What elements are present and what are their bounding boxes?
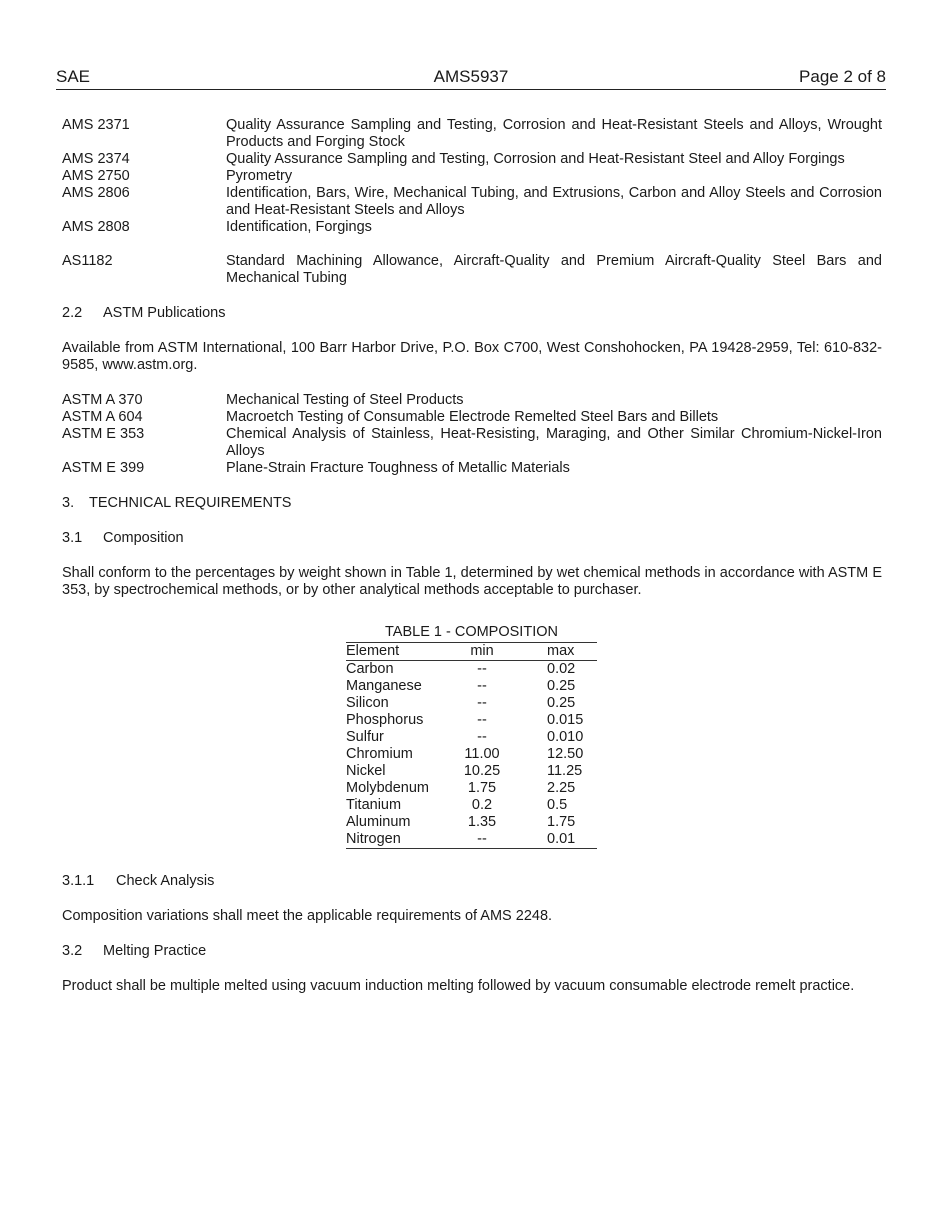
section-title: ASTM Publications [103,305,226,321]
table-row [346,729,597,746]
reference-code: AS1182 [62,253,113,269]
cell-min: 10.25 [463,763,501,779]
reference-code: ASTM A 370 [62,392,143,408]
reference-list-ams [62,117,882,236]
cell-min: 11.00 [464,746,500,762]
reference-code: ASTM E 399 [62,460,145,476]
composition-table [346,624,597,849]
cell-max: 0.02 [547,661,576,677]
cell-max: 12.50 [547,746,584,762]
column-header-element: Element [346,643,451,661]
section-number: 3.2 [62,943,83,959]
section-title: TECHNICAL REQUIREMENTS [89,495,292,511]
reference-item [62,117,882,151]
reference-title: Plane-Strain Fracture Toughness of Metallic Materials [226,460,570,476]
section-title: Check Analysis [116,873,215,889]
reference-title: Mechanical Testing of Steel Products [226,392,464,408]
section-number: 3.1 [62,530,83,546]
cell-element: Sulfur [346,729,384,745]
section-heading-3-1-1 [62,873,882,890]
column-header-min: min [451,643,513,661]
composition-table-grid [346,642,597,849]
cell-max: 0.01 [513,831,597,849]
reference-item [62,409,882,426]
cell-min: 0.2 [471,797,493,813]
section-number: 2.2 [62,305,83,321]
cell-min: -- [477,695,487,711]
table-title: TABLE 1 - COMPOSITION [385,624,558,640]
table-row [346,712,597,729]
reference-title: Chemical Analysis of Stainless, Heat-Resisting, Maraging, and Other Similar Chromium-Nickel-Iron Alloys [226,426,882,459]
cell-min: -- [477,661,487,677]
document-body-lower [62,873,882,995]
reference-item-as1182 [62,253,882,287]
reference-list-astm [62,392,882,477]
header-page-number: Page 2 of 8 [799,67,886,86]
table-row [346,763,597,780]
section-title: Melting Practice [103,943,207,959]
cell-min: -- [477,678,487,694]
reference-item [62,151,882,168]
check-analysis-paragraph: Composition variations shall meet the applicable requirements of AMS 2248. [62,908,553,924]
cell-element: Chromium [346,746,413,762]
cell-element: Nickel [346,763,386,779]
cell-min: -- [477,712,487,728]
reference-code: AMS 2374 [62,151,130,167]
cell-max: 1.75 [547,814,576,830]
reference-item [62,219,882,236]
cell-min: -- [451,831,513,849]
header-org: SAE [56,67,91,86]
table-row [346,814,597,831]
reference-code: ASTM A 604 [62,409,143,425]
reference-code: AMS 2750 [62,168,130,184]
reference-code: AMS 2371 [62,117,130,133]
section-heading-3-2 [62,943,882,960]
cell-max: 0.5 [547,797,568,813]
table-row [346,678,597,695]
page-header [56,67,886,90]
astm-availability-paragraph: Available from ASTM International, 100 Barr Harbor Drive, P.O. Box C700, West Conshohocken, PA 19428-2959, Tel: 610-832-9585, www.astm.org. [62,340,882,373]
table-row [346,661,597,679]
reference-title: Macroetch Testing of Consumable Electrode Remelted Steel Bars and Billets [226,409,719,425]
table-row [346,797,597,814]
cell-element: Aluminum [346,814,411,830]
cell-max: 2.25 [547,780,576,796]
cell-max: 0.010 [547,729,584,745]
column-header-max: max [513,643,597,661]
cell-max: 0.25 [547,678,576,694]
reference-title: Pyrometry [226,168,293,184]
reference-item [62,185,882,219]
cell-element: Manganese [346,678,422,694]
table-row [346,780,597,797]
reference-title: Identification, Forgings [226,219,372,235]
document-body [62,117,882,599]
reference-item [62,426,882,460]
section-number: 3.1.1 [62,873,95,889]
section-title: Composition [103,530,184,546]
section-number: 3. [62,495,75,511]
table-row [346,695,597,712]
reference-item [62,168,882,185]
reference-title: Quality Assurance Sampling and Testing, Corrosion and Heat-Resistant Steel and Alloy Forgings [226,151,845,167]
section-heading-2-2 [62,305,882,322]
cell-min: 1.35 [467,814,497,830]
cell-element: Silicon [346,695,389,711]
section-heading-3-1 [62,530,882,547]
reference-title: Standard Machining Allowance, Aircraft-Quality and Premium Aircraft-Quality Steel Bars and Mechanical Tubing [226,253,882,286]
section-heading-3 [62,495,882,512]
composition-paragraph: Shall conform to the percentages by weight shown in Table 1, determined by wet chemical methods in accordance with ASTM E 353, by spectrochemical methods, or by other analytical methods acceptable to purchaser. [62,565,882,598]
melting-practice-paragraph: Product shall be multiple melted using vacuum induction melting followed by vacuum consumable electrode remelt practice. [62,978,855,994]
cell-element: Nitrogen [346,831,451,849]
table-row [346,746,597,763]
reference-code: AMS 2808 [62,219,130,235]
cell-element: Carbon [346,661,394,677]
cell-element: Molybdenum [346,780,430,796]
cell-element: Titanium [346,797,402,813]
cell-max: 0.015 [547,712,584,728]
table-row [346,831,597,849]
reference-code: ASTM E 353 [62,426,145,442]
cell-min: 1.75 [467,780,497,796]
cell-max: 11.25 [547,763,583,779]
cell-element: Phosphorus [346,712,424,728]
table-header-row [346,643,597,661]
reference-item [62,392,882,409]
reference-item [62,460,882,477]
reference-title: Quality Assurance Sampling and Testing, Corrosion and Heat-Resistant Steels and Alloys, Wrought Products and Forging Stock [226,117,882,150]
cell-min: -- [477,729,487,745]
header-doc-number: AMS5937 [433,67,509,86]
reference-code: AMS 2806 [62,185,130,201]
reference-title: Identification, Bars, Wire, Mechanical Tubing, and Extrusions, Carbon and Alloy Steels and Corrosion and Heat-Resistant Steels and Alloys [226,185,882,218]
cell-max: 0.25 [547,695,576,711]
